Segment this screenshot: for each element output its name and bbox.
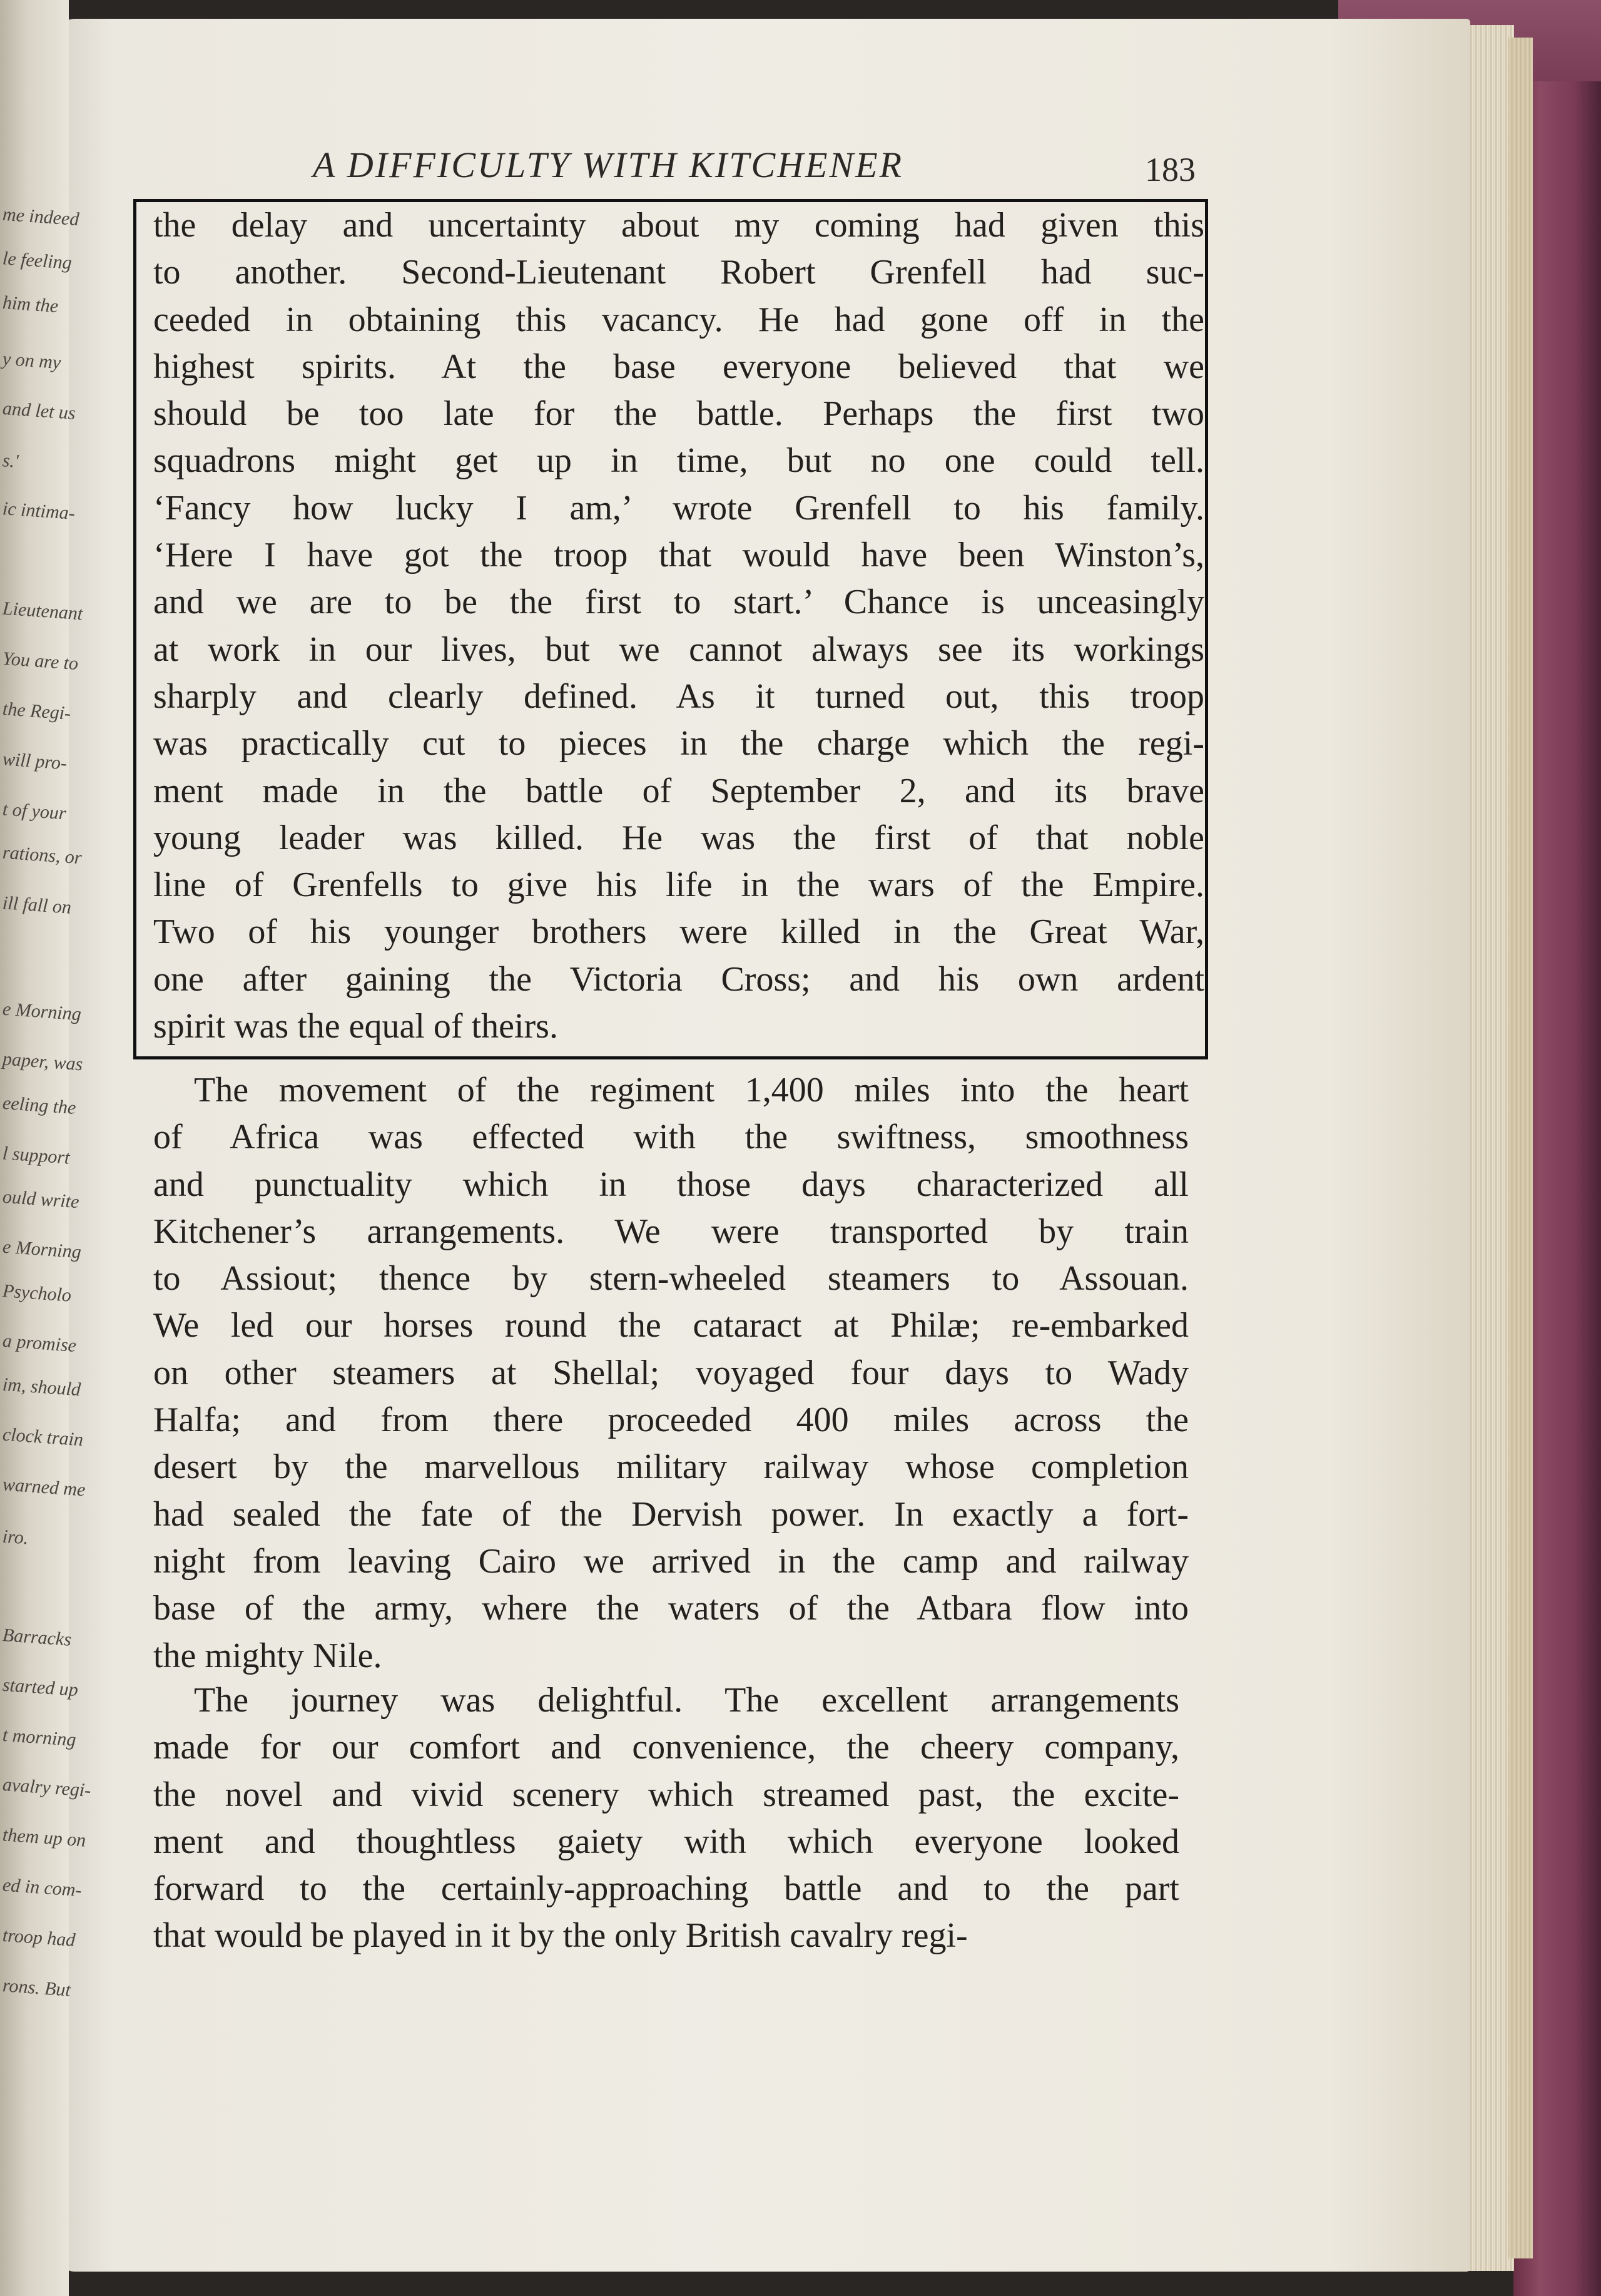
left-page-fragment: ould write: [2, 1186, 80, 1213]
left-page-fragment: troop had: [2, 1924, 76, 1951]
text-line: We led our horses round the cataract at Philæ; re-embarked: [153, 1306, 1189, 1345]
text-line: made for our comfort and convenience, the cheery company,: [153, 1728, 1179, 1767]
left-page-fragment: started up: [2, 1674, 79, 1701]
left-page-fragment: t of your: [2, 798, 67, 824]
text-line: at work in our lives, but we cannot always see its workings: [153, 630, 1204, 669]
left-page-fragment: me indeed: [2, 203, 80, 230]
text-line: forward to the certainly-approaching battle and to the part: [153, 1869, 1179, 1909]
text-line: Two of his younger brothers were killed in the Great War,: [153, 912, 1204, 952]
left-page-fragment: le feeling: [2, 248, 73, 273]
left-page-fragment: a promise: [2, 1330, 78, 1357]
left-page-fragment: l support: [2, 1143, 71, 1168]
left-page-fragment: them up on: [2, 1824, 87, 1851]
left-page-fragment: rons. But: [2, 1975, 71, 2001]
text-line: sharply and clearly defined. As it turned out, this troop: [153, 676, 1204, 716]
left-page-fragment: y on my: [1, 348, 62, 374]
left-page-fragment: Psycholo: [2, 1280, 73, 1306]
left-page-fragment: avalry regi-: [2, 1774, 92, 1801]
text-line: the novel and vivid scenery which streamed past, the excite-: [153, 1775, 1179, 1814]
left-page-edge: [0, 0, 92, 2296]
highlighted-paragraph: [153, 202, 1204, 1050]
text-line: of Africa was effected with the swiftness, smoothness: [153, 1118, 1189, 1157]
left-page-fragment: him the: [1, 292, 59, 317]
left-page-fragment: eeling the: [2, 1092, 77, 1119]
left-page-fragment: s.': [1, 450, 19, 472]
left-page-fragment: the Regi-: [2, 698, 72, 724]
left-page-fragment: im, should: [2, 1374, 82, 1401]
running-head: A DIFFICULTY WITH KITCHENER: [313, 145, 904, 185]
paragraph-2: [153, 1067, 1189, 1680]
text-line: squadrons might get up in time, but no one could tell.: [153, 441, 1204, 481]
left-page-fragment: ed in com-: [2, 1874, 83, 1901]
text-line: The journey was delightful. The excellent arrangements: [194, 1681, 1179, 1720]
text-line: night from leaving Cairo we arrived in the camp and railway: [153, 1541, 1189, 1581]
left-page-fragment: You are to: [2, 648, 79, 675]
paragraph-3: [153, 1677, 1179, 1960]
left-page-fragment: t morning: [2, 1724, 77, 1751]
text-line: young leader was killed. He was the first of that noble: [153, 818, 1204, 857]
left-page-fragment: e Morning: [2, 1236, 82, 1263]
left-page-fragment: iro.: [1, 1526, 29, 1549]
text-line: ‘Here I have got the troop that would have been Winston’s,: [153, 536, 1204, 575]
text-line: on other steamers at Shellal; voyaged four days to Wady: [153, 1353, 1189, 1392]
text-line: one after gaining the Victoria Cross; and his own ardent: [153, 959, 1204, 999]
text-line: desert by the marvellous military railway whose completion: [153, 1447, 1189, 1487]
left-page-fragment: e Morning: [2, 998, 82, 1025]
text-line: ment and thoughtless gaiety with which everyone looked: [153, 1822, 1179, 1861]
left-page-fragment: Barracks: [2, 1625, 73, 1650]
left-page-fragment: clock train: [2, 1424, 84, 1451]
text-line: to Assiout; thence by stern-wheeled steamers to Assouan.: [153, 1259, 1189, 1299]
text-line: should be too late for the battle. Perhaps the first two: [153, 394, 1204, 434]
text-line: line of Grenfells to give his life in the wars of the Empire.: [153, 865, 1204, 905]
text-line: ceeded in obtaining this vacancy. He had gone off in the: [153, 300, 1204, 339]
left-page-fragment: ill fall on: [2, 892, 73, 918]
left-page-fragment: Lieutenant: [2, 598, 84, 625]
text-line: the mighty Nile.: [153, 1636, 382, 1675]
left-page-fragment: warned me: [2, 1474, 86, 1501]
page-edges-back: [1508, 38, 1533, 2258]
text-line: was practically cut to pieces in the charge which the regi-: [153, 724, 1204, 763]
text-line: ‘Fancy how lucky I am,’ wrote Grenfell to his family.: [153, 488, 1204, 528]
text-line: ment made in the battle of September 2, and its brave: [153, 771, 1204, 810]
text-line: to another. Second-Lieutenant Robert Grenfell had suc-: [153, 253, 1204, 292]
text-line: base of the army, where the waters of the Atbara flow into: [153, 1589, 1189, 1628]
left-page-fragment: ic intima-: [2, 498, 76, 524]
text-line: and punctuality which in those days characterized all: [153, 1165, 1189, 1204]
text-line: Halfa; and from there proceeded 400 miles across the: [153, 1401, 1189, 1440]
left-page-fragment: and let us: [2, 397, 76, 424]
text-line: Kitchener’s arrangements. We were transported by train: [153, 1212, 1189, 1251]
left-page-fragment: rations, or: [2, 842, 83, 869]
left-page-fragment: paper, was: [2, 1048, 84, 1075]
text-line: that would be played in it by the only British cavalry regi-: [153, 1916, 968, 1956]
text-line: The movement of the regiment 1,400 miles into the heart: [194, 1071, 1189, 1110]
text-line: had sealed the fate of the Dervish power. In exactly a fort-: [153, 1494, 1189, 1534]
text-line: the delay and uncertainty about my coming had given this: [153, 206, 1204, 245]
text-line: spirit was the equal of theirs.: [153, 1007, 558, 1046]
text-line: highest spirits. At the base everyone believed that we: [153, 347, 1204, 386]
text-line: and we are to be the first to start.’ Chance is unceasingly: [153, 583, 1204, 622]
page-number: 183: [1145, 151, 1196, 188]
left-page-fragment: will pro-: [2, 748, 68, 774]
